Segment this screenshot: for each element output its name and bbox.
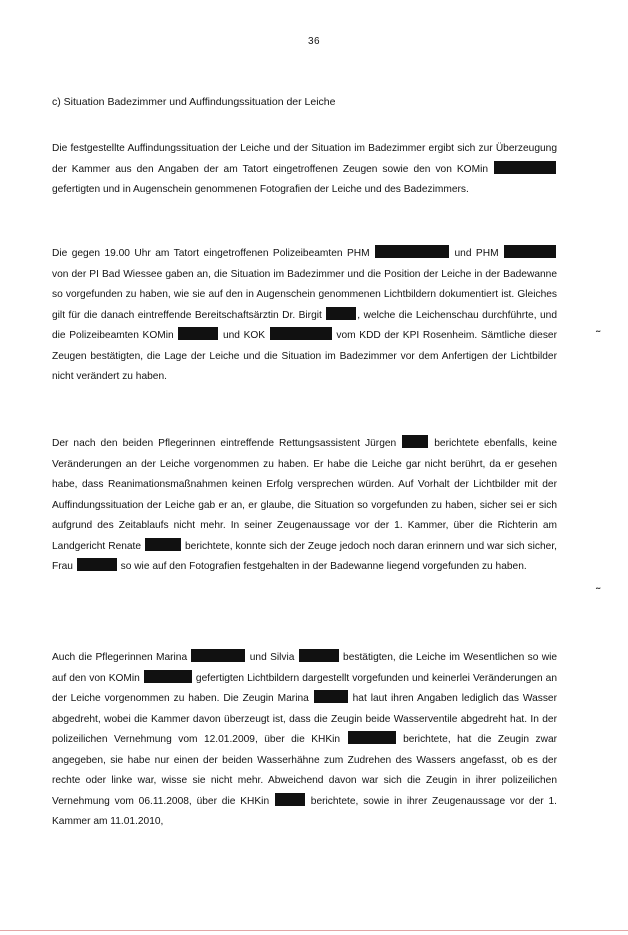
- margin-mark: ˜: [596, 585, 600, 599]
- redaction-bar: [326, 307, 356, 320]
- text-segment: Die gegen 19.00 Uhr am Tatort eingetroffenen Polizeibeamten PHM: [52, 248, 375, 259]
- text-segment: berichtete, konnte sich der Zeuge jedoch noch daran erinnern und war sich sicher, Frau: [52, 540, 557, 572]
- redaction-bar: [144, 670, 192, 683]
- redaction-bar: [504, 245, 556, 258]
- redaction-bar: [299, 649, 339, 662]
- redaction-bar: [145, 538, 181, 551]
- text-segment: berichtete, hat die Zeugin zwar angegeben, sie habe nur einen der beiden Wasserhähne zum Zudrehen des Wassers angefasst, ob es der rechte oder linke war, wisse sie nicht mehr. Abweichend davon war sich die Zeugin in ihrer polizeilichen Vernehmung vom 06.11.2008, über die KHKin: [52, 734, 557, 807]
- page-number: 36: [307, 36, 321, 47]
- redaction-bar: [270, 327, 332, 340]
- text-segment: und Silvia: [246, 652, 298, 663]
- text-segment: von der PI Bad Wiessee gaben an, die Situation im Badezimmer und die Position der Leiche in der Badewanne so vorgefunden zu haben, wie sie auf den in Augenschein genommenen Lichtbildern dokumentiert ist. Gleiches gilt für die danach eintreffende Bereitschaftsärztin Dr. Birgit: [52, 268, 557, 321]
- text-segment: Auch die Pflegerinnen Marina: [52, 652, 191, 663]
- redaction-bar: [494, 161, 556, 174]
- redaction-bar: [191, 649, 245, 662]
- paragraph-2: [52, 244, 557, 388]
- page-bottom-edge: [0, 930, 628, 931]
- redaction-bar: [178, 327, 218, 340]
- redaction-bar: [402, 435, 428, 448]
- text-segment: vom KDD der KPI Rosenheim. Sämtliche dieser Zeugen bestätigten, die Lage der Leiche und die Situation im Badezimmer vor dem Anfertigen der Lichtbilder nicht verändert zu haben.: [52, 330, 557, 382]
- text-segment: gefertigten und in Augenschein genommenen Fotografien der Leiche und des Badezimmers.: [52, 184, 469, 195]
- redaction-bar: [348, 731, 396, 744]
- redaction-bar: [77, 558, 117, 571]
- text-segment: bestätigten, die Leiche im Wesentlichen so wie auf den von KOMin: [52, 652, 558, 684]
- paragraph-1: [52, 139, 557, 201]
- text-segment: hat laut ihren Angaben lediglich das Wasser abgedreht, wobei die Kammer davon überzeugt ist, dass die Zeugin beide Wasserventile abgedreht hat. In der polizeilichen Vernehmung vom 12.01.2009, über die KHKin: [52, 693, 557, 745]
- text-segment: berichtete ebenfalls, keine Veränderungen an der Leiche vorgenommen zu haben. Er habe die Leiche gar nicht berührt, da er gesehen habe, dass Reanimationsmaßnahmen keinen Erfolg versprechen würden. Auf Vorhalt der Lichtbilder mit der Auffindungssituation der Leiche gab er an, er glaube, die Situation so vorgefunden zu haben, sicher sei er sich aufgrund des Zeitablaufs nicht mehr. In seiner Zeugenaussage vor der 1. Kammer, über die Richterin am Landgericht Renate: [52, 438, 557, 552]
- text-segment: gefertigten Lichtbildern dargestellt vorgefunden und keinerlei Veränderungen an der Leiche vorgenommen zu haben. Die Zeugin Marina: [52, 672, 557, 704]
- paragraph-3: [52, 434, 557, 578]
- section-heading: c) Situation Badezimmer und Auffindungssituation der Leiche: [52, 96, 336, 108]
- text-segment: und KOK: [219, 330, 269, 341]
- text-segment: Der nach den beiden Pflegerinnen eintreffende Rettungsassistent Jürgen: [52, 438, 402, 449]
- text-segment: und PHM: [450, 248, 503, 259]
- margin-mark: ˜: [596, 328, 600, 342]
- redaction-bar: [275, 793, 305, 806]
- paragraph-4: [52, 648, 557, 833]
- redaction-bar: [375, 245, 449, 258]
- text-segment: berichtete, sowie in ihrer Zeugenaussage vor der 1. Kammer am 11.01.2010,: [52, 795, 557, 827]
- text-segment: , welche die Leichenschau durchführte, und die Polizeibeamten KOMin: [52, 309, 557, 341]
- text-segment: Die festgestellte Auffindungssituation der Leiche und der Situation im Badezimmer ergibt sich zur Überzeugung der Kammer aus den Angaben der am Tatort eingetroffenen Zeugen sowie den von KOMin: [52, 143, 557, 175]
- redaction-bar: [314, 690, 348, 703]
- text-segment: so wie auf den Fotografien festgehalten in der Badewanne liegend vorgefunden zu haben.: [117, 561, 527, 572]
